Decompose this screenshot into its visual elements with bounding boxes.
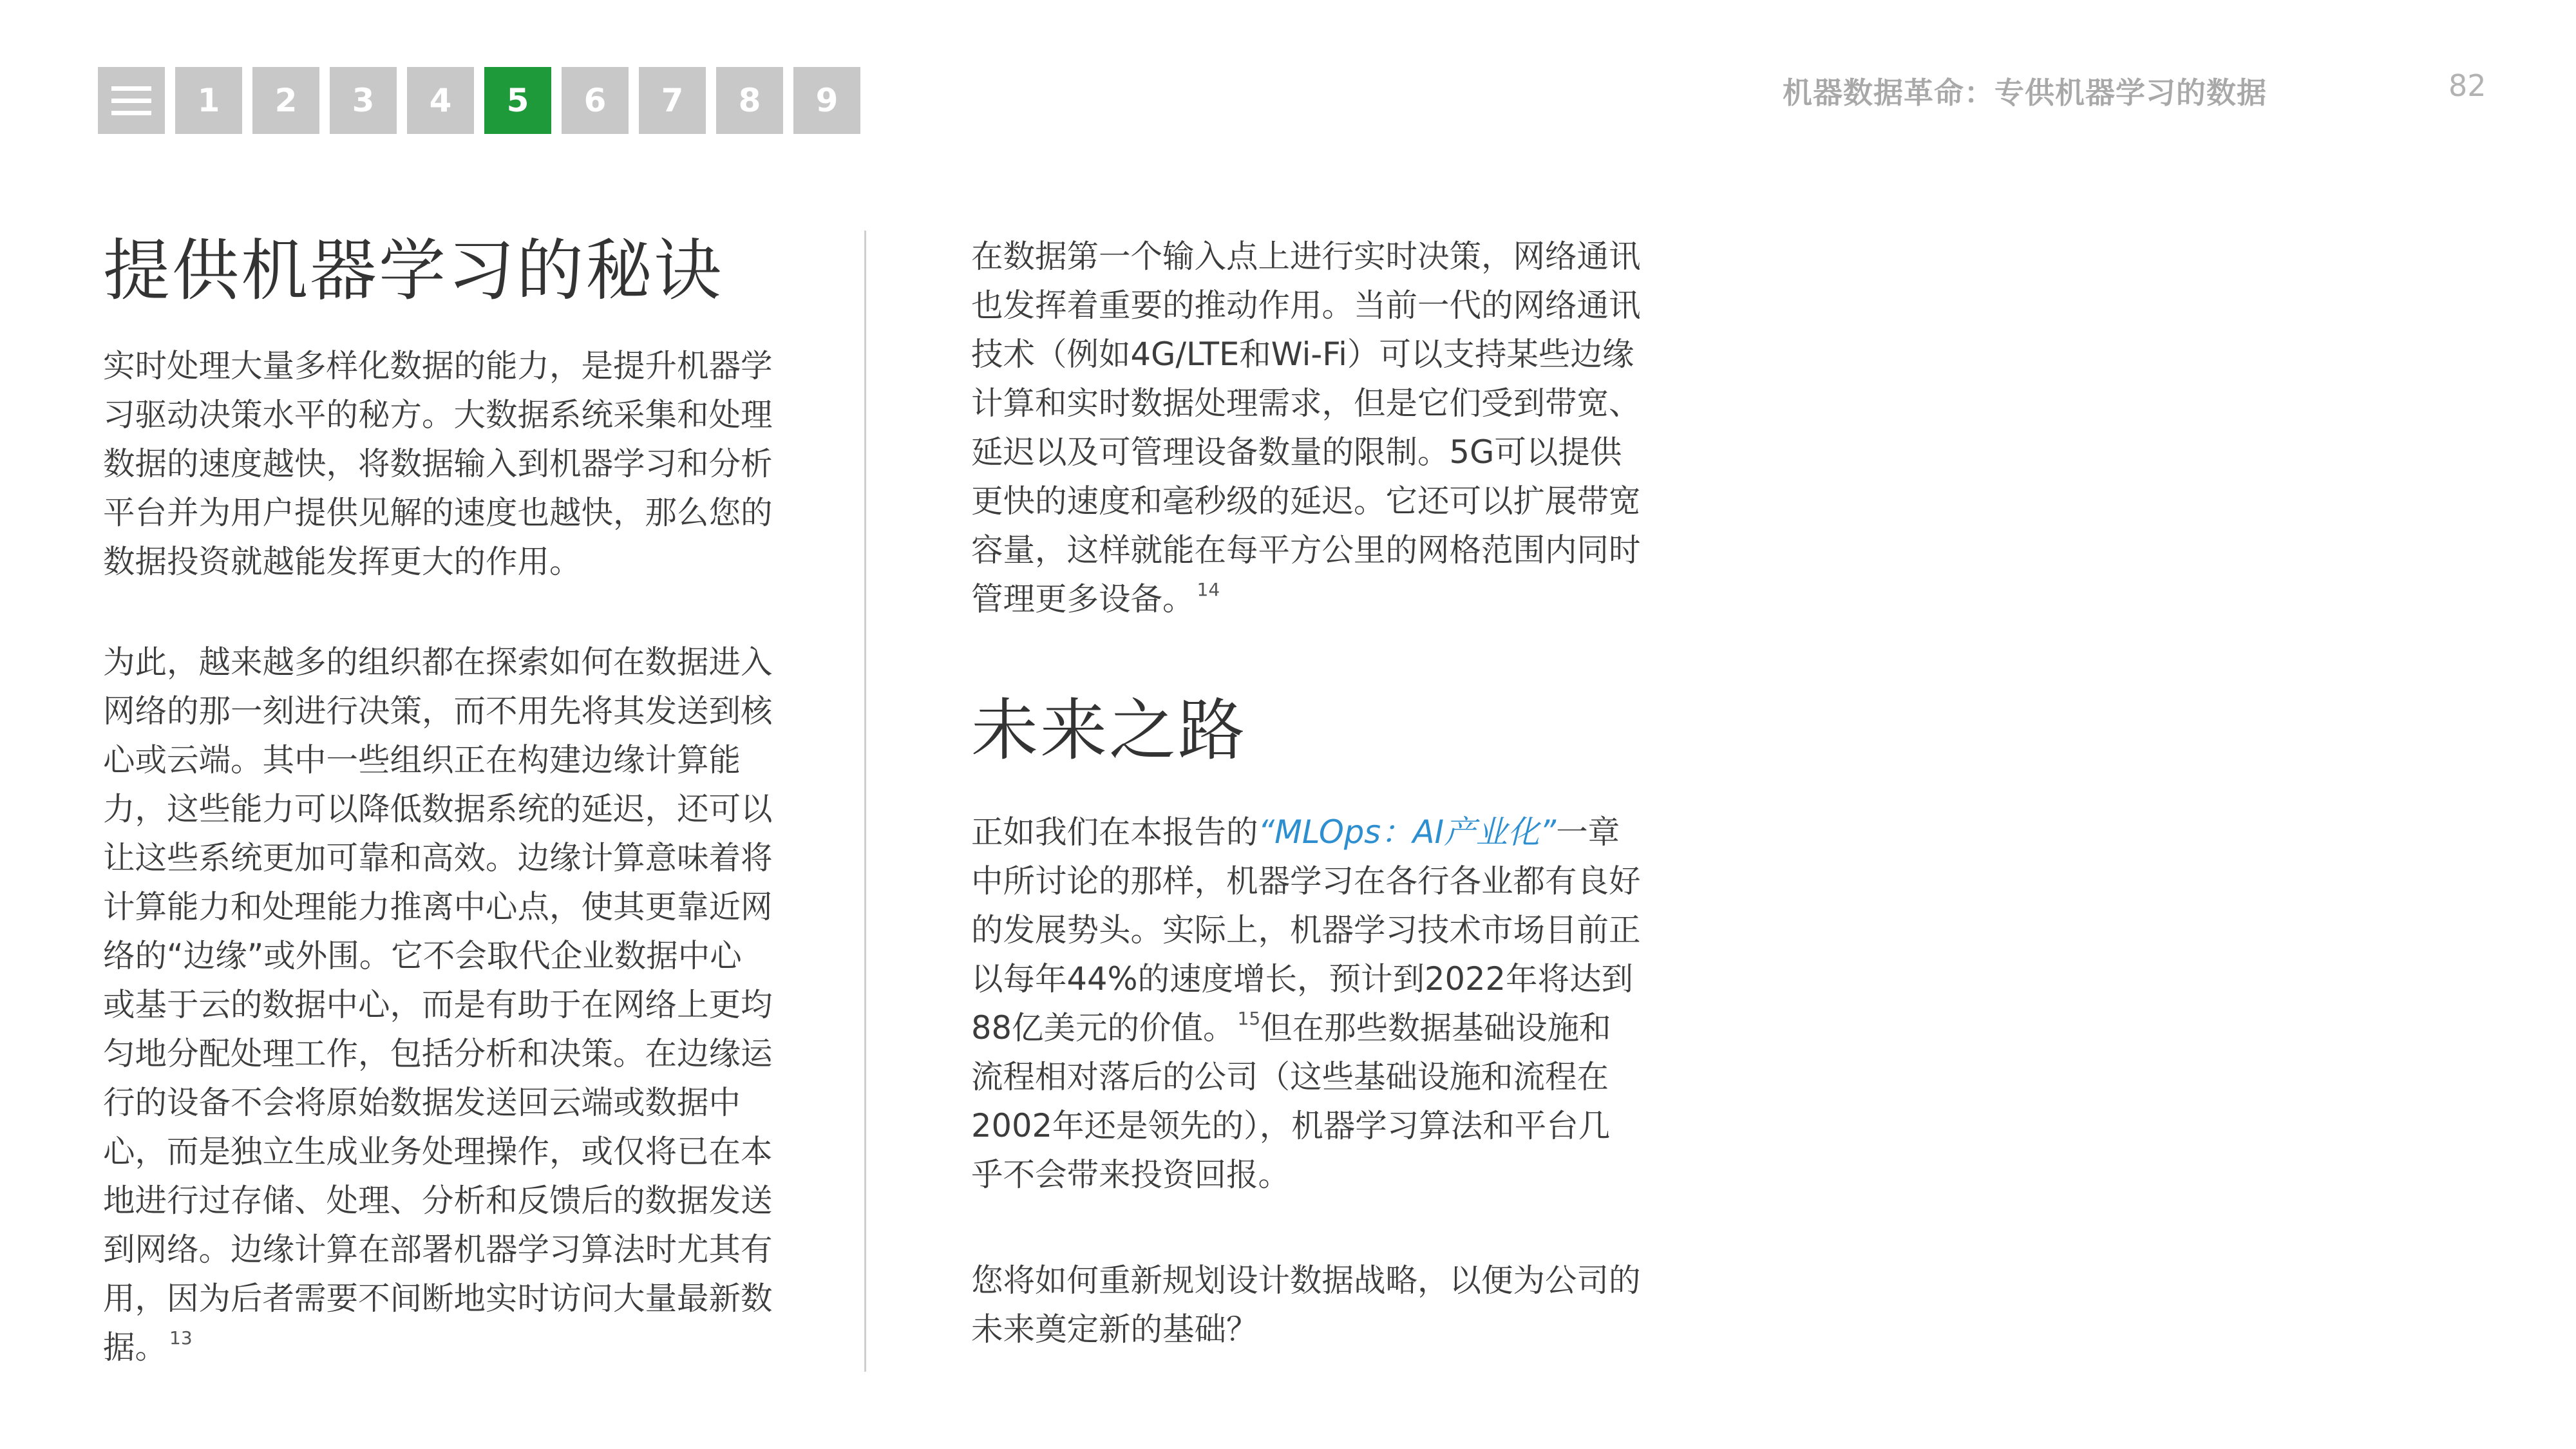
paragraph-text: 在数据第一个输入点上进行实时决策，网络通讯也发挥着重要的推动作用。当前一代的网络通讯技术（例如4G/LTE和Wi-Fi）可以支持某些边缘计算和实时数据处理需求，但是它们受到带宽、延迟以及可管理设备数量的限制。5G可以提供更快的速度和毫秒级的延迟。它还可以扩展带宽容量，这样就能在每平方公里的网格范围内同时管理更多设备。 [971, 238, 1641, 618]
paragraph-text: 但在那些数据基础设施和流程相对落后的公司（这些基础设施和流程在2002年还是领先的），机器学习算法和平台几乎不会带来投资回报。 [971, 1009, 1611, 1193]
paragraph-text: 为此，越来越多的组织都在探索如何在数据进入网络的那一刻进行决策，而不用先将其发送到核心或云端。其中一些组织正在构建边缘计算能力，这些能力可以降低数据系统的延迟，还可以让这些系统更加可靠和高效。边缘计算意味着将计算能力和处理能力推离中心点，使其更靠近网络的“边缘”或外围。它不会取代企业数据中心或基于云的数据中心，而是有助于在网络上更均匀地分配处理工作，包括分析和决策。在边缘运行的设备不会将原始数据发送回云端或数据中心，而是独立生成业务处理操作，或仅将已在本地进行过存储、处理、分析和反馈后的数据发送到网络。边缘计算在部署机器学习算法时尤其有用，因为后者需要不间断地实时访问大量最新数据。 [103, 643, 773, 1366]
footnote-ref[interactable]: 15 [1237, 1008, 1261, 1029]
chapter-nav [98, 67, 860, 134]
paragraph-question: 您将如何重新规划设计数据战略，以便为公司的未来奠定新的基础？ [971, 1262, 1641, 1348]
chapter-tab-4[interactable]: 4 [407, 67, 474, 134]
paragraph-intro: 实时处理大量多样化数据的能力，是提升机器学习驱动决策水平的秘方。大数据系统采集和处理数据的速度越快，将数据输入到机器学习和分析平台并为用户提供见解的速度也越快，那么您的数据投资就越能发挥更大的作用。 [103, 347, 773, 580]
paragraph-market [971, 808, 1641, 1199]
footnote-ref[interactable]: 14 [1197, 579, 1220, 600]
menu-button[interactable] [98, 67, 165, 134]
report-title: 机器数据革命：专供机器学习的数据 [1783, 75, 2267, 110]
chapter-tab-1[interactable]: 1 [175, 67, 242, 134]
mlops-chapter-link[interactable]: “MLOps：AI产业化” [1258, 813, 1557, 851]
chapter-tab-3[interactable]: 3 [330, 67, 397, 134]
chapter-tab-7[interactable]: 7 [639, 67, 706, 134]
chapter-tab-5[interactable]: 5 [484, 67, 551, 134]
chapter-tab-6[interactable]: 6 [562, 67, 629, 134]
hamburger-line [111, 99, 151, 103]
hamburger-line [111, 86, 151, 91]
footnote-ref[interactable]: 13 [169, 1327, 193, 1349]
paragraph-edge-computing [103, 638, 773, 1372]
chapter-tab-9[interactable]: 9 [793, 67, 860, 134]
column-divider [864, 231, 866, 1372]
paragraph-5g [971, 232, 1641, 623]
paragraph-text: 一章中所讨论的那样，机器学习在各行各业都有良好的发展势头。实际上，机器学习技术市场目前正以每年44%的速度增长，预计到2022年将达到88亿美元的价值。 [971, 813, 1641, 1046]
section-title-future: 未来之路 [971, 691, 1247, 770]
paragraph-text: 正如我们在本报告的 [971, 813, 1258, 851]
chapter-tab-8[interactable]: 8 [716, 67, 783, 134]
section-title-secret: 提供机器学习的秘诀 [103, 231, 724, 310]
hamburger-line [111, 111, 151, 115]
page-number: 82 [2448, 68, 2486, 103]
chapter-tab-2[interactable]: 2 [252, 67, 319, 134]
